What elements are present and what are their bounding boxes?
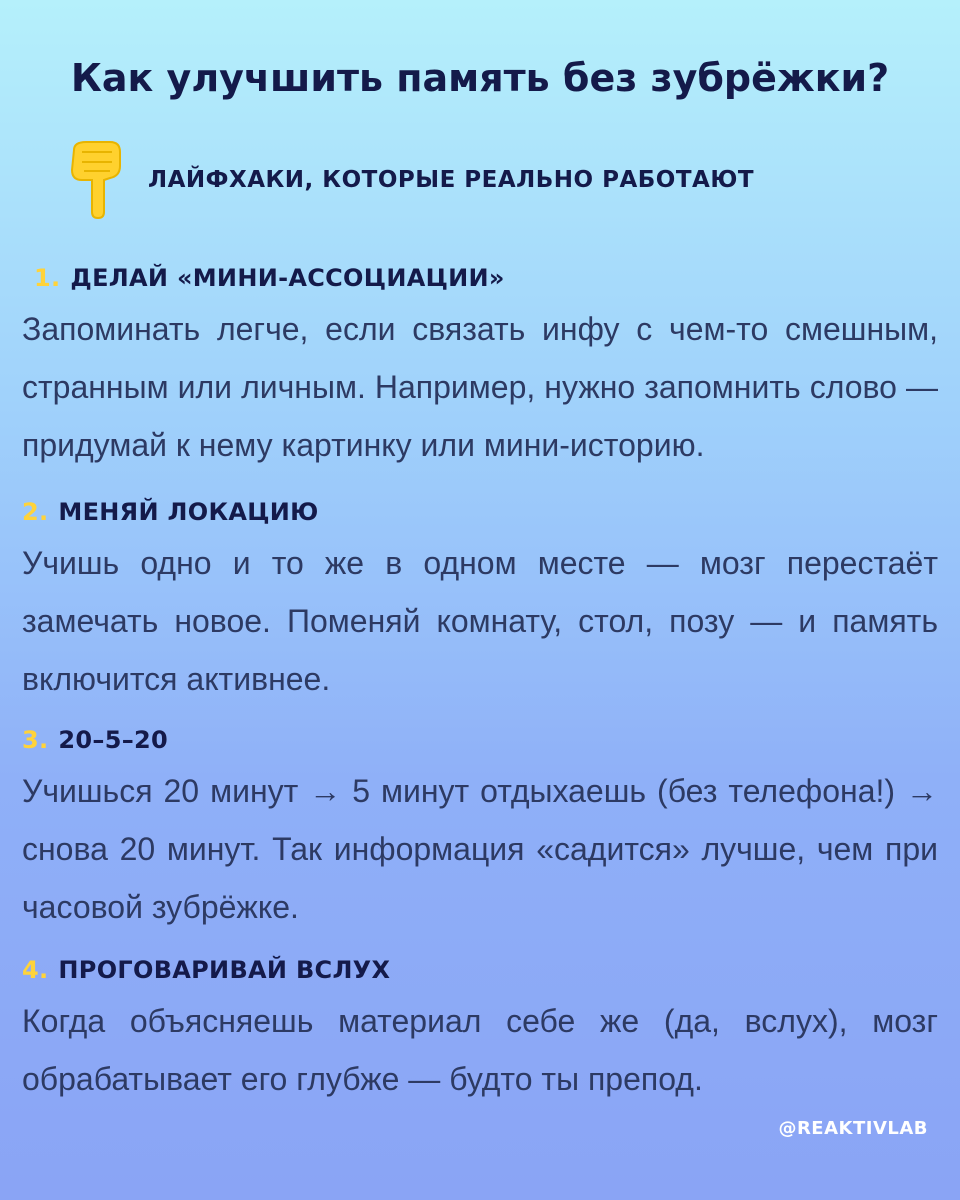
- section-heading: [22, 950, 938, 990]
- section-text: Запоминать легче, если связать инфу с чем-то смешным, странным или личным. Например, нужно запомнить слово — придумай к нему картинку или мини-историю.: [22, 311, 938, 463]
- section-number: 3.: [22, 726, 49, 754]
- section-heading: [34, 258, 938, 298]
- section-number: 1.: [34, 264, 61, 292]
- section-title: МЕНЯЙ ЛОКАЦИЮ: [58, 498, 319, 526]
- section-2: [22, 492, 938, 708]
- page-title: Как улучшить память без зубрёжки?: [70, 56, 890, 100]
- section-3: [22, 720, 938, 936]
- section-title: 20–5–20: [58, 726, 169, 754]
- section-text: Когда объясняешь материал себе же (да, вслух), мозг обрабатывает его глубже — будто ты препод.: [22, 1003, 938, 1097]
- hand-pointing-down-icon: [60, 140, 130, 220]
- section-heading: [22, 492, 938, 532]
- section-4: [22, 950, 938, 1108]
- subtitle-row: [60, 140, 754, 220]
- section-heading: [22, 720, 938, 760]
- subtitle: ЛАЙФХАКИ, КОТОРЫЕ РЕАЛЬНО РАБОТАЮТ: [148, 167, 755, 193]
- author-credit: @REAKTIVLAB: [778, 1118, 928, 1139]
- section-title: ДЕЛАЙ «МИНИ-АССОЦИАЦИИ»: [70, 264, 505, 292]
- section-text: Учишься 20 минут → 5 минут отдыхаешь (без телефона!) → снова 20 минут. Так информация «садится» лучше, чем при часовой зубрёжке.: [22, 773, 938, 925]
- section-text: Учишь одно и то же в одном месте — мозг перестаёт замечать новое. Поменяй комнату, стол, позу — и память включится активнее.: [22, 545, 938, 697]
- section-1: [22, 258, 938, 474]
- section-number: 4.: [22, 956, 49, 984]
- section-number: 2.: [22, 498, 49, 526]
- section-title: ПРОГОВАРИВАЙ ВСЛУХ: [58, 956, 391, 984]
